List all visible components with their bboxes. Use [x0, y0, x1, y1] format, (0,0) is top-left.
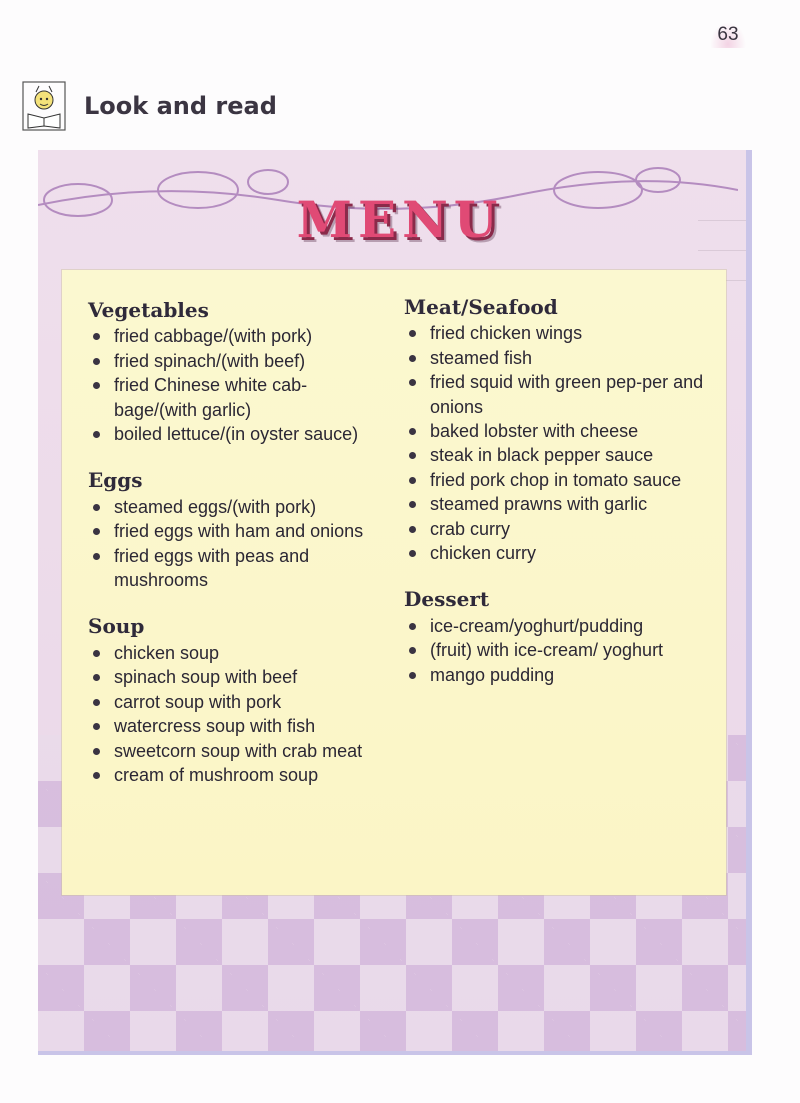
list-item: cream of mushroom soup	[88, 763, 368, 787]
list-item: sweetcorn soup with crab meat	[88, 739, 368, 763]
section-title: Vegetables	[88, 298, 209, 322]
list-item: steamed eggs/(with pork)	[88, 495, 368, 519]
reader-icon	[22, 80, 66, 132]
list-item: fried Chinese white cab-bage/(with garlic)	[88, 373, 368, 422]
list-item: baked lobster with cheese	[404, 419, 704, 443]
menu-section	[88, 298, 368, 446]
list-item: carrot soup with pork	[88, 690, 368, 714]
list-item: steak in black pepper sauce	[404, 443, 704, 467]
heading-text: Look and read	[84, 92, 277, 120]
list-item: fried eggs with peas and mushrooms	[88, 544, 368, 593]
list-item: mango pudding	[404, 663, 704, 687]
list-item: chicken soup	[88, 641, 368, 665]
list-item: steamed fish	[404, 346, 704, 370]
section-title: Soup	[88, 614, 145, 639]
menu-section	[88, 614, 368, 787]
list-item: fried eggs with ham and onions	[88, 519, 368, 543]
menu-title: MENU	[296, 190, 504, 249]
list-item: (fruit) with ice-cream/ yoghurt	[404, 638, 704, 662]
list-item: fried chicken wings	[404, 321, 704, 345]
menu-section	[404, 295, 704, 565]
list-item: fried spinach/(with beef)	[88, 349, 368, 373]
left-column	[88, 298, 368, 809]
list-item: crab curry	[404, 517, 704, 541]
menu-section	[88, 468, 368, 592]
list-item: chicken curry	[404, 541, 704, 565]
list-item: boiled lettuce/(in oyster sauce)	[88, 422, 368, 446]
menu-section	[404, 587, 704, 687]
list-item: fried cabbage/(with pork)	[88, 324, 368, 348]
list-item: steamed prawns with garlic	[404, 492, 704, 516]
right-column	[404, 295, 704, 709]
list-item: fried squid with green pep-per and onions	[404, 370, 704, 419]
section-title: Meat/Seafood	[404, 295, 558, 319]
page-number: 63	[710, 22, 746, 48]
section-title: Dessert	[404, 587, 490, 612]
list-item: ice-cream/yoghurt/pudding	[404, 614, 704, 638]
section-heading	[22, 80, 277, 132]
section-title: Eggs	[88, 468, 143, 493]
list-item: fried pork chop in tomato sauce	[404, 468, 704, 492]
list-item: spinach soup with beef	[88, 665, 368, 689]
list-item: watercress soup with fish	[88, 714, 368, 738]
